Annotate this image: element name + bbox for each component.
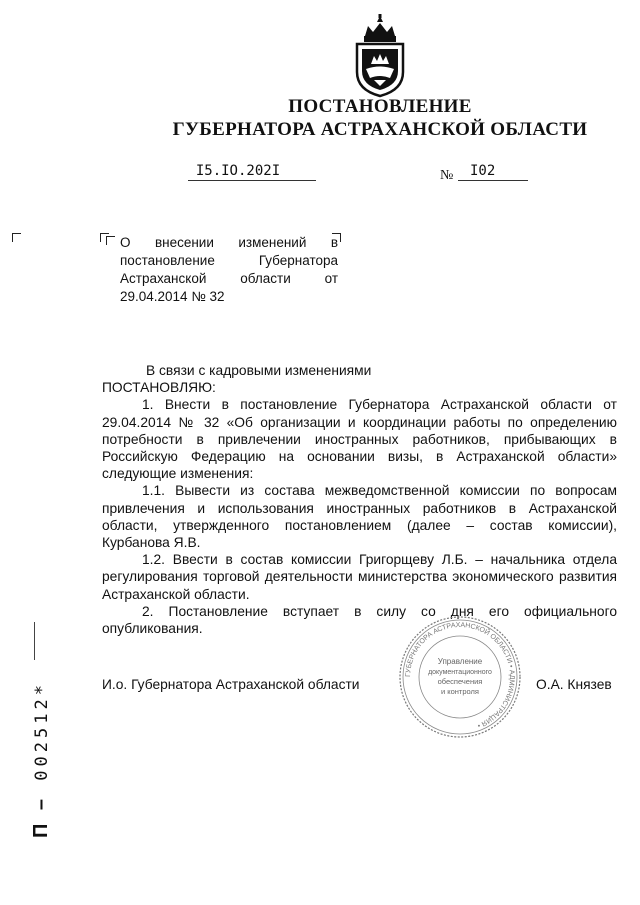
stamp-line-1: Управление xyxy=(437,657,483,666)
document-title-issuer: ГУБЕРНАТОРА АСТРАХАНСКОЙ ОБЛАСТИ xyxy=(172,119,588,140)
stamp-line-4: и контроля xyxy=(440,687,480,696)
serial-code: 002512* xyxy=(32,681,52,781)
margin-line xyxy=(34,622,35,660)
signatory-role: И.о. Губернатора Астраханской области xyxy=(102,677,360,692)
stamp-line-3: обеспечения xyxy=(437,677,483,686)
document-date: I5.IO.202I xyxy=(195,163,281,179)
number-sign: № xyxy=(440,168,454,183)
document-number: I02 xyxy=(470,163,496,179)
document-body xyxy=(102,362,617,637)
intro-paragraph: В связи с кадровыми изменениями xyxy=(146,363,372,378)
paragraph-1: 1. Внести в постановление Губернатора Астраханской области от 29.04.2014 № 32 «Об организации и координации работы по определению потребности в привлечении иностранных работников, прибывающих в Российскую Федерацию на основании визы, в Астраханской области» следующие изменения: xyxy=(102,397,617,482)
date-underline xyxy=(188,180,316,181)
side-serial-number xyxy=(30,681,53,838)
decree-word: ПОСТАНОВЛЯЮ: xyxy=(102,380,216,396)
coat-of-arms-icon xyxy=(353,14,407,98)
paragraph-1-1: 1.1. Вывести из состава межведомственной комиссии по вопросам привлечения и использования иностранных работников в Астраханской области, утвержденного постановлением (далее – состав комиссии), Курбанова Я.В. xyxy=(102,483,617,551)
margin-corner-mark xyxy=(12,233,21,242)
stamp-ring-text: ГУБЕРНАТОРА АСТРАХАНСКОЙ ОБЛАСТИ • АДМИНИСТРАЦИЯ • xyxy=(404,621,516,729)
document-title: ПОСТАНОВЛЕНИЕ xyxy=(288,96,472,117)
paragraph-1-2: 1.2. Ввести в состав комиссии Григорщеву Л.Б. – начальника отдела регулирования торговой деятельности министерства экономического развития Астраханской области. xyxy=(102,552,617,602)
serial-prefix: П – xyxy=(30,794,52,838)
subject-corner-left-inner xyxy=(106,236,115,245)
number-underline xyxy=(458,180,528,181)
signatory-name: О.А. Князев xyxy=(536,677,612,692)
stamp-line-2: документационного xyxy=(428,669,492,676)
document-subject: О внесении изменений в постановление Губернатора Астраханской области от 29.04.2014 № 32 xyxy=(120,235,338,304)
official-stamp xyxy=(395,612,525,742)
paragraph-2: 2. Постановление вступает в силу со дня его официального опубликования. xyxy=(102,603,617,637)
